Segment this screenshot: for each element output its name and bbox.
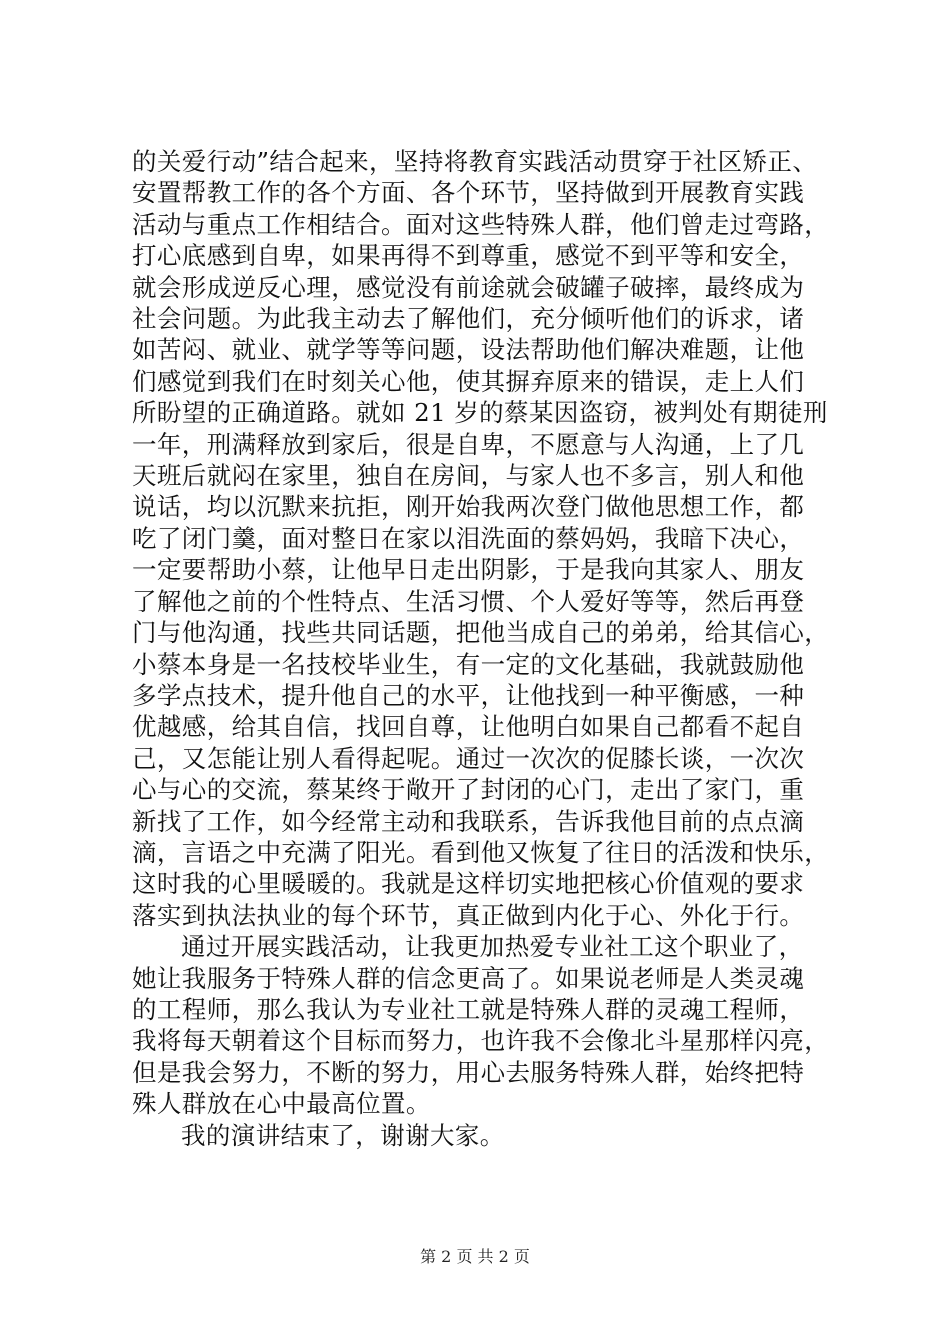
text-line: 的关爱行动”结合起来，坚持将教育实践活动贯穿于社区矫正、 xyxy=(132,147,818,176)
text-line: 天班后就闷在家里，独自在房间，与家人也不多言，别人和他 xyxy=(132,461,805,491)
paragraph-start-line: 我的演讲结束了，谢谢大家。 xyxy=(181,1120,505,1150)
text-line: 新找了工作，如今经常主动和我联系，告诉我他目前的点点滴 xyxy=(132,806,805,836)
text-line: 就会形成逆反心理，感觉没有前途就会破罐子破摔，最终成为 xyxy=(132,272,805,302)
text-line: 的工程师，那么我认为专业社工就是特殊人群的灵魂工程师， xyxy=(132,994,805,1024)
text-line: 说话，均以沉默来抗拒，刚开始我两次登门做他思想工作，都 xyxy=(132,492,805,522)
text-line: 所盼望的正确道路。就如 21 岁的蔡某因盗窃，被判处有期徒刑 xyxy=(132,398,828,428)
paragraph-start-line: 通过开展实践活动，让我更加热爱专业社工这个职业了， xyxy=(181,932,804,962)
text-line: 如苦闷、就业、就学等等问题，设法帮助他们解决难题，让他 xyxy=(132,335,805,365)
text-line: 一定要帮助小蔡，让他早日走出阴影，于是我向其家人、朋友 xyxy=(132,555,805,585)
text-line: 打心底感到自卑，如果再得不到尊重，感觉不到平等和安全， xyxy=(132,241,805,271)
text-line: 心与心的交流，蔡某终于敞开了封闭的心门，走出了家门，重 xyxy=(132,775,805,805)
text-line: 们感觉到我们在时刻关心他，使其摒弃原来的错误，走上人们 xyxy=(132,366,805,396)
text-line: 优越感，给其自信，找回自尊，让他明白如果自己都看不起自 xyxy=(132,712,805,742)
text-line: 落实到执法执业的每个环节，真正做到内化于心、外化于行。 xyxy=(132,900,805,930)
text-line: 滴，言语之中充满了阳光。看到他又恢复了往日的活泼和快乐， xyxy=(132,837,830,867)
page-footer: 第 2 页 共 2 页 xyxy=(420,1247,530,1266)
text-line: 吃了闭门羹，面对整日在家以泪洗面的蔡妈妈，我暗下决心， xyxy=(132,523,805,553)
text-line: 社会问题。为此我主动去了解他们，充分倾听他们的诉求，诸 xyxy=(132,304,805,334)
text-line: 一年，刑满释放到家后，很是自卑，不愿意与人沟通，上了几 xyxy=(132,429,805,459)
text-line: 她让我服务于特殊人群的信念更高了。如果说老师是人类灵魂 xyxy=(132,963,805,993)
text-line: 安置帮教工作的各个方面、各个环节，坚持做到开展教育实践 xyxy=(132,178,805,208)
text-line: 多学点技术，提升他自己的水平，让他找到一种平衡感，一种 xyxy=(132,680,805,710)
text-line: 但是我会努力，不断的努力，用心去服务特殊人群，始终把特 xyxy=(132,1057,805,1087)
text-line: 门与他沟通，找些共同话题，把他当成自己的弟弟，给其信心， xyxy=(132,618,830,648)
text-line: 活动与重点工作相结合。面对这些特殊人群，他们曾走过弯路， xyxy=(132,209,830,239)
document-body xyxy=(132,146,832,1151)
text-line: 殊人群放在心中最高位置。 xyxy=(132,1089,431,1119)
text-line: 这时我的心里暖暖的。我就是这样切实地把核心价值观的要求 xyxy=(132,869,805,899)
text-line: 我将每天朝着这个目标而努力，也许我不会像北斗星那样闪亮， xyxy=(132,1026,830,1056)
text-line: 己，又怎能让别人看得起呢。通过一次次的促膝长谈，一次次 xyxy=(132,743,805,773)
text-line: 了解他之前的个性特点、生活习惯、个人爱好等等，然后再登 xyxy=(132,586,805,616)
text-line: 小蔡本身是一名技校毕业生，有一定的文化基础，我就鼓励他 xyxy=(132,649,805,679)
